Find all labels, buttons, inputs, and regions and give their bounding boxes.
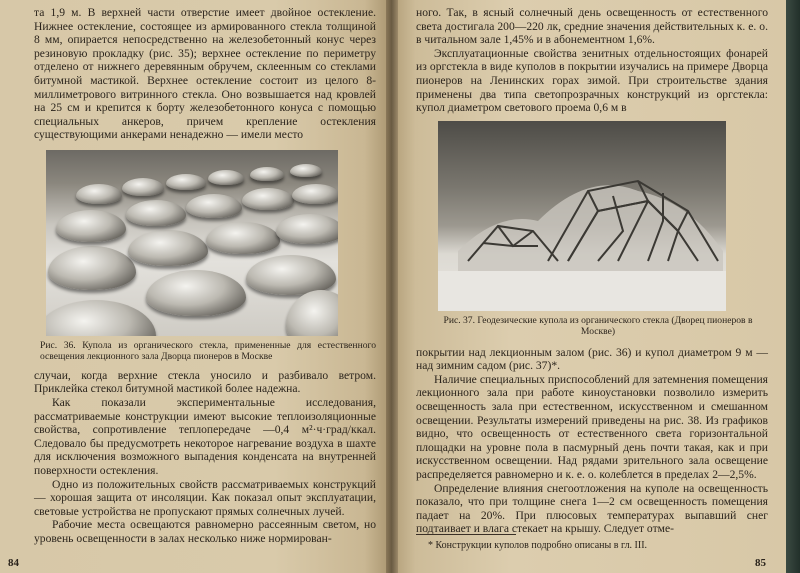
- right-paragraph-top: ного. Так, в ясный солнечный день освещенность от естественного света достигала 200—220 лк, средние значения действительных к. е. о. в читальном зале 1,45% и в абонементном 1,6%.: [416, 6, 768, 47]
- left-paragraph-top: та 1,9 м. В верхней части отверстие имеет двойное остекление. Нижнее остекление, состоящее из армированного стекла толщиной 8 мм, опирается непосредственно на железобетонный конус через резиновую прокладку (рис. 35); верхнее остекление по периметру отделено от нижнего деревянным обручем, склеенным со стеклами битумной мастикой. Верхнее остекление состоит из целого 8-миллиметрового витринного стекла. Оно возвышается над кровлей на 25 см и крепится к борту железобетонного конуса с помощью специальных анкеров, причем крепление остекления существующими анкерами ненадежно — имели место: [34, 6, 376, 142]
- figure-36-caption: Рис. 36. Купола из органического стекла, примененные для естественного освещения лекционного зала Дворца пионеров в Москве: [40, 339, 376, 363]
- right-paragraph-4: Наличие специальных приспособлений для затемнения помещения лекционного зала при работе киноустановки позволило измерить освещенность зала при естественном, искусственном и смешанном освещении. Результаты измерений приведены на рис. 38. Из графиков видно, что освещенность от естественного света горизонтальной площадки на уровне пола в пасмурный день почти такая, как и при искусственном освещении. Над рядами зрительного зала освещение распределяется равномерно и к. е. о. колеблется в пределах 2—2,5%.: [416, 372, 768, 481]
- right-paragraph-5: Определение влияния снегоотложения на куполе на освещенность показало, что при толщине снега 1—2 см освещенность помещения падает на 20%. При плюсовых температурах выпавший снег подтаивает и влага стекает на крышу. Следует отме-: [416, 481, 768, 536]
- left-paragraph-3: Одно из положительных свойств рассматриваемых конструкций — хорошая защита от инсоляции. Как показал опыт эксплуатации, световые устройства не пропускают прямых солнечных лучей.: [34, 477, 376, 518]
- figure-37-caption: Рис. 37. Геодезические купола из органического стекла (Дворец пионеров в Москве): [443, 314, 753, 338]
- book-gutter: [386, 0, 398, 573]
- photo-geodesic-domes: [438, 121, 726, 311]
- left-page-number: 84: [8, 557, 19, 569]
- footnote: * Конструкции куполов подробно описаны в гл. III.: [428, 540, 648, 551]
- right-page-number: 85: [755, 557, 766, 569]
- left-paragraph-2: Как показали экспериментальные исследования, рассматриваемые конструкции имеют высокие теплоизоляционные свойства, сопротивление теплопередаче —0,4 м²·ч·град/ккал. Следовало бы предусмотреть некоторое нагревание воздуха в шахте для исключения возможного выпадения конденсата на внутренней поверхности остекления.: [34, 395, 376, 477]
- left-paragraph-1: случаи, когда верхние стекла уносило и разбивало ветром. Приклейка стекол битумной мастикой более надежна.: [34, 368, 376, 396]
- geodesic-dome-drawing: [438, 121, 726, 311]
- right-page: [392, 0, 786, 573]
- photo-plexiglass-domes: [46, 150, 338, 336]
- right-paragraph-2: Эксплуатационные свойства зенитных отдельностоящих фонарей из оргстекла в виде куполов в покрытии изучались на примере Дворца пионеров на Ленинских горах зимой. При строительстве здания применены два типа светопрозрачных конструкций из оргстекла: купол диаметром светового проема 0,6 м в: [416, 46, 768, 115]
- right-paragraph-3: покрытии над лекционным залом (рис. 36) и купол диаметром 9 м — над зимним садом (рис. 37)*.: [416, 345, 768, 373]
- footnote-rule: [416, 534, 516, 535]
- left-paragraph-4: Рабочие места освещаются равномерно рассеянным светом, но уровень освещенности в залах несколько ниже нормирован-: [34, 518, 376, 545]
- left-page: [0, 0, 392, 573]
- book-cover-edge: [786, 0, 800, 573]
